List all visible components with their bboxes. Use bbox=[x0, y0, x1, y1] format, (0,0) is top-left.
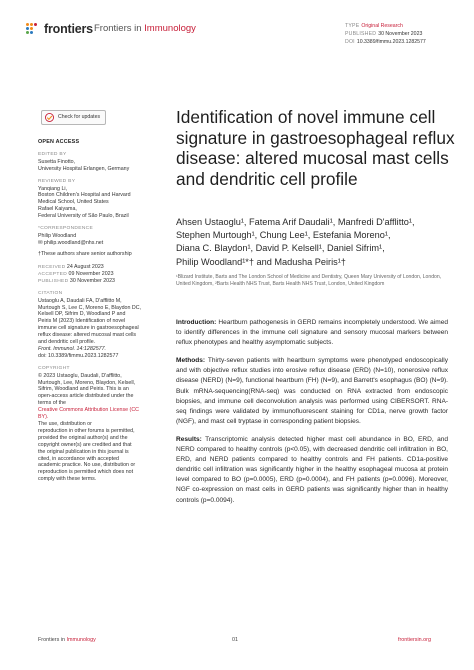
dates-block bbox=[38, 264, 148, 285]
section-label: Methods: bbox=[176, 357, 206, 365]
copyright-line: academic practice. No use, distribution or bbox=[38, 462, 136, 469]
published-label: PUBLISHED bbox=[38, 278, 69, 284]
copyright-line: Sifrim, Woodland and Peiris. This is an bbox=[38, 386, 129, 393]
copyright-line: © 2023 Ustaoglu, Daudali, D'afflitto, bbox=[38, 372, 122, 379]
citation-line: Front. Immunol. 14:1282577. bbox=[38, 345, 107, 352]
doi-label: DOI bbox=[345, 39, 355, 45]
copyright-label: COPYRIGHT bbox=[38, 365, 70, 371]
reviewer-line: Rafael Kaiyama, bbox=[38, 206, 77, 213]
citation-line: and dendritic cell profile. bbox=[38, 339, 96, 346]
accepted-date: 09 November 2023 bbox=[68, 270, 114, 277]
editor-line: Susetta Finotto, bbox=[38, 158, 76, 165]
article-meta bbox=[345, 22, 426, 46]
copyright-line: cited, in accordance with accepted bbox=[38, 455, 119, 462]
copyright-line: reproduction in other forums is permitted, bbox=[38, 427, 135, 434]
edited-by-label: EDITED BY bbox=[38, 151, 67, 157]
edited-by-block bbox=[38, 152, 148, 173]
received-label: RECEIVED bbox=[38, 264, 66, 270]
author-line: Stephen Murtough¹, Chung Lee¹, Estefania Moreno¹, bbox=[176, 230, 391, 241]
check-updates-icon bbox=[45, 113, 54, 122]
frontiers-logo-icon bbox=[26, 23, 40, 35]
citation-line: reflux disease: altered mucosal mast cells bbox=[38, 332, 137, 339]
correspondence-email[interactable]: philip.woodland@nhs.net bbox=[43, 239, 104, 246]
citation-block bbox=[38, 291, 148, 360]
citation-doi[interactable]: doi: 10.3389/fimmu.2023.1282577 bbox=[38, 352, 119, 359]
correspondence-label: *CORRESPONDENCE bbox=[38, 226, 94, 232]
journal-title: Immunology bbox=[144, 23, 196, 34]
received-date: 24 August 2023 bbox=[66, 263, 104, 270]
abstract-introduction bbox=[176, 318, 448, 348]
citation-line: immune cell signature in gastroesophageal bbox=[38, 325, 139, 332]
copyright-line: copyright owner(s) are credited and that bbox=[38, 441, 132, 448]
doi-link[interactable]: 10.3389/fimmu.2023.1282577 bbox=[356, 39, 426, 45]
check-updates-label: Check for updates bbox=[58, 114, 101, 121]
reviewed-by-label: REVIEWED BY bbox=[38, 178, 76, 184]
citation-label: CITATION bbox=[38, 290, 63, 296]
senior-authorship-note: †These authors share senior authorship bbox=[38, 250, 132, 257]
footer-site-link[interactable]: frontiersin.org bbox=[398, 637, 431, 643]
footer-journal[interactable] bbox=[38, 637, 96, 643]
correspondence-block bbox=[38, 226, 148, 258]
author-line: Philip Woodland¹*† and Madusha Peiris¹† bbox=[176, 256, 346, 267]
reviewer-line: Federal University of São Paulo, Brazil bbox=[38, 213, 129, 220]
section-label: Introduction: bbox=[176, 319, 217, 326]
copyright-line: open-access article distributed under the terms of the bbox=[38, 393, 134, 407]
journal-name[interactable] bbox=[94, 23, 196, 34]
article-title: Identification of novel immune cell signature in gastroesophageal reflux disease: altered mucosal mast cells and dendritic cell profile bbox=[176, 107, 455, 189]
copyright-line: comply with these terms. bbox=[38, 476, 97, 483]
brand-name: frontiers bbox=[44, 22, 93, 36]
published-date: 30 November 2023 bbox=[69, 277, 115, 284]
copyright-line: reproduction is permitted which does not bbox=[38, 469, 134, 476]
abstract bbox=[176, 318, 448, 514]
copyright-line: provided the original author(s) and the bbox=[38, 434, 128, 441]
correspondence-name: Philip Woodland bbox=[38, 232, 77, 239]
author-line: Diana C. Blaydon¹, David P. Kelsell¹, Daniel Sifrim¹, bbox=[176, 243, 385, 254]
frontiers-logo[interactable] bbox=[26, 22, 93, 36]
copyright-line: Murtough, Lee, Moreno, Blaydon, Kelsell, bbox=[38, 379, 136, 386]
section-text: Heartburn pathogenesis in GERD remains incompletely understood. We aimed to identify differences in the immune cell signature and sensory mucosal markers between reflux phenotypes and healthy asymptomatic subjects. bbox=[176, 319, 448, 347]
license-link[interactable]: Creative Commons Attribution License (CC BY). bbox=[38, 407, 139, 421]
section-text: Thirty-seven patients with heartburn symptoms were phenotyped endoscopically and with objective reflux studies into erosive reflux disease (ERD) (N=10), nonerosive reflux disease (NERD) (N=9), functional heartburn (FH) (N=9), and Barrett's esophagus (BO) (N=9). Bulk mRNA-sequencing(RNA-seq) was conducted on RNA extracted from endoscopic biopsies, and immune cell deconvolution analysis was performed using CIBERSORT. RNA-seq findings were validated by immunofluorescent staining for CD1a, nerve growth factor (NGF), and mast cell tryptase in corresponding patient biopsies. bbox=[176, 357, 448, 425]
correspondence-email-row[interactable] bbox=[38, 240, 148, 247]
editor-line: University Hospital Erlangen, Germany bbox=[38, 165, 130, 172]
open-access-label: OPEN ACCESS bbox=[38, 139, 80, 145]
citation-line: Peiris M (2023) Identification of novel bbox=[38, 318, 126, 325]
reviewer-line: Yanqiang Li, bbox=[38, 185, 68, 192]
footer-journal-prefix: Frontiers in bbox=[38, 637, 65, 643]
type-value: Original Research bbox=[361, 23, 403, 29]
published-value: 30 November 2023 bbox=[378, 31, 423, 37]
check-for-updates-button[interactable] bbox=[41, 110, 106, 125]
copyright-line: the original publication in this journal is bbox=[38, 448, 129, 455]
section-text: Transcriptomic analysis detected higher mast cell abundance in BO, ERD, and NERD compared to healthy controls (p<0.05), with decreased dendritic cell infiltration in BO, ERD, and NERD patients compared to healthy controls and FH patients. CD1a-positive dendritic cell infiltration was significantly higher in the healthy esophageal mucosa at protein level compared to BO (p=0.0005), ERD (p=0.0004), and FH patients (p=0.0096). Moreover, NGF co-expression on mast cells in GERD patients was significantly higher than in healthy controls (p=0.0094). bbox=[176, 435, 448, 504]
published-label: PUBLISHED bbox=[345, 31, 377, 37]
author-list bbox=[176, 216, 461, 269]
section-label: Results: bbox=[176, 435, 202, 443]
reviewer-line: Medical School, United States bbox=[38, 199, 109, 206]
citation-line: Ustaoglu A, Daudali FA, D'afflitto M, bbox=[38, 297, 122, 304]
footer-journal-name: Immunology bbox=[66, 637, 96, 643]
affiliations: ¹Blizard Institute, Barts and The London School of Medicine and Dentistry, Queen Mary University of London, London, United Kingdom, ²Barts Health NHS Trust, Barts Health NHS Trust, London, United Kingdom bbox=[176, 274, 442, 287]
copyright-block bbox=[38, 366, 148, 483]
author-line: Ahsen Ustaoglu¹, Fatema Arif Daudali¹, Manfredi D'afflitto¹, bbox=[176, 217, 415, 227]
reviewer-line: Boston Children's Hospital and Harvard bbox=[38, 192, 131, 199]
citation-line: Murtough S, Lee C, Moreno E, Blaydon DC, bbox=[38, 304, 142, 311]
reviewed-by-block bbox=[38, 179, 148, 220]
type-label: TYPE bbox=[345, 23, 360, 29]
citation-line: Kelsell DP, Sifrim D, Woodland P and bbox=[38, 311, 126, 318]
accepted-label: ACCEPTED bbox=[38, 271, 68, 277]
abstract-results bbox=[176, 435, 448, 506]
email-icon: ✉ bbox=[38, 239, 44, 246]
journal-prefix: Frontiers in bbox=[94, 23, 142, 34]
page-number: 01 bbox=[232, 637, 238, 643]
abstract-methods bbox=[176, 356, 448, 427]
copyright-line: The use, distribution or bbox=[38, 421, 92, 427]
sidebar bbox=[38, 110, 148, 483]
